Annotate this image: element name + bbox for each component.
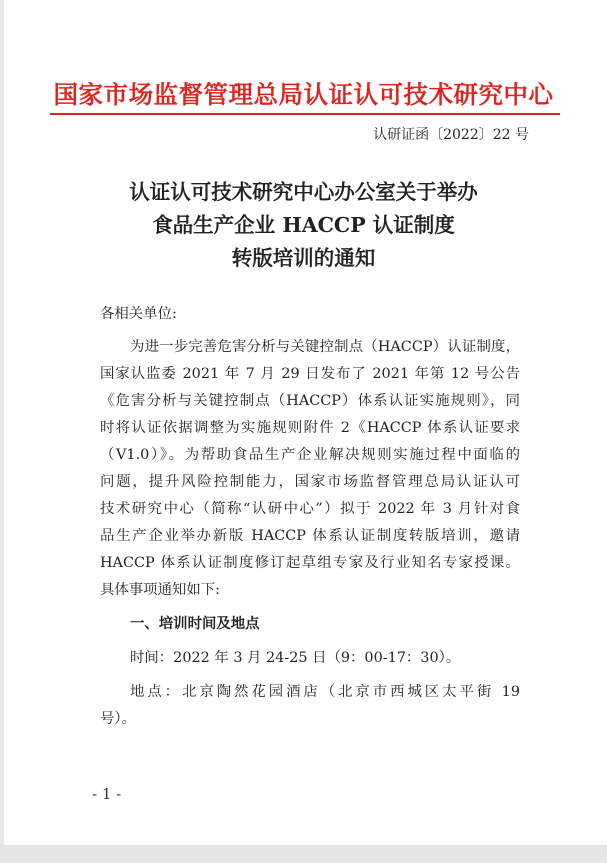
notice-body	[100, 301, 520, 733]
paragraph-line: 技术研究中心（简称“认研中心”）拟于 2022 年 3 月针对食	[100, 501, 520, 517]
paragraph-line: 为进一步完善危害分析与关键控制点（HACCP）认证制度，	[130, 339, 520, 355]
title-line: 转版培训的通知	[231, 246, 376, 270]
document-number: 认研证函〔2022〕22 号	[373, 127, 529, 143]
scan-edge-left	[0, 0, 4, 863]
red-header-rule	[50, 113, 560, 115]
section-heading: 一、培训时间及地点	[130, 616, 260, 632]
organization-header: 国家市场监督管理总局认证认可技术研究中心	[53, 80, 554, 109]
paragraph-line: HACCP 体系认证制度修订起草组专家及行业知名专家授课。	[100, 555, 520, 571]
notice-title	[0, 176, 607, 275]
paragraph-line: 问题，提升风险控制能力，国家市场监督管理总局认证认可	[100, 474, 520, 490]
title-line: 食品生产企业 HACCP 认证制度	[152, 213, 455, 237]
paragraph-line: 品生产企业举办新版 HACCP 体系认证制度转版培训，邀请	[100, 528, 520, 544]
location-line: 号）。	[100, 711, 136, 727]
time-line: 时间：2022 年 3 月 24-25 日（9：00-17：30）。	[130, 650, 461, 666]
location-line: 地点：北京陶然花园酒店（北京市西城区太平街 19	[130, 684, 520, 700]
scan-edge-bottom	[0, 845, 607, 863]
title-line: 认证认可技术研究中心办公室关于举办	[129, 180, 478, 204]
paragraph-line: 国家认监委 2021 年 7 月 29 日发布了 2021 年第 12 号公告	[100, 366, 520, 382]
paragraph-line: 《危害分析与关键控制点（HACCP）体系认证实施规则》，同	[100, 393, 520, 409]
paragraph-line: 时将认证依据调整为实施规则附件 2《HACCP 体系认证要求	[100, 420, 520, 436]
paragraph-line: （V1.0）》。为帮助食品生产企业解决规则实施过程中面临的	[100, 447, 520, 463]
page-number: - 1 -	[92, 785, 122, 803]
paragraph-line: 具体事项通知如下:	[100, 582, 220, 598]
salutation: 各相关单位:	[100, 306, 177, 322]
